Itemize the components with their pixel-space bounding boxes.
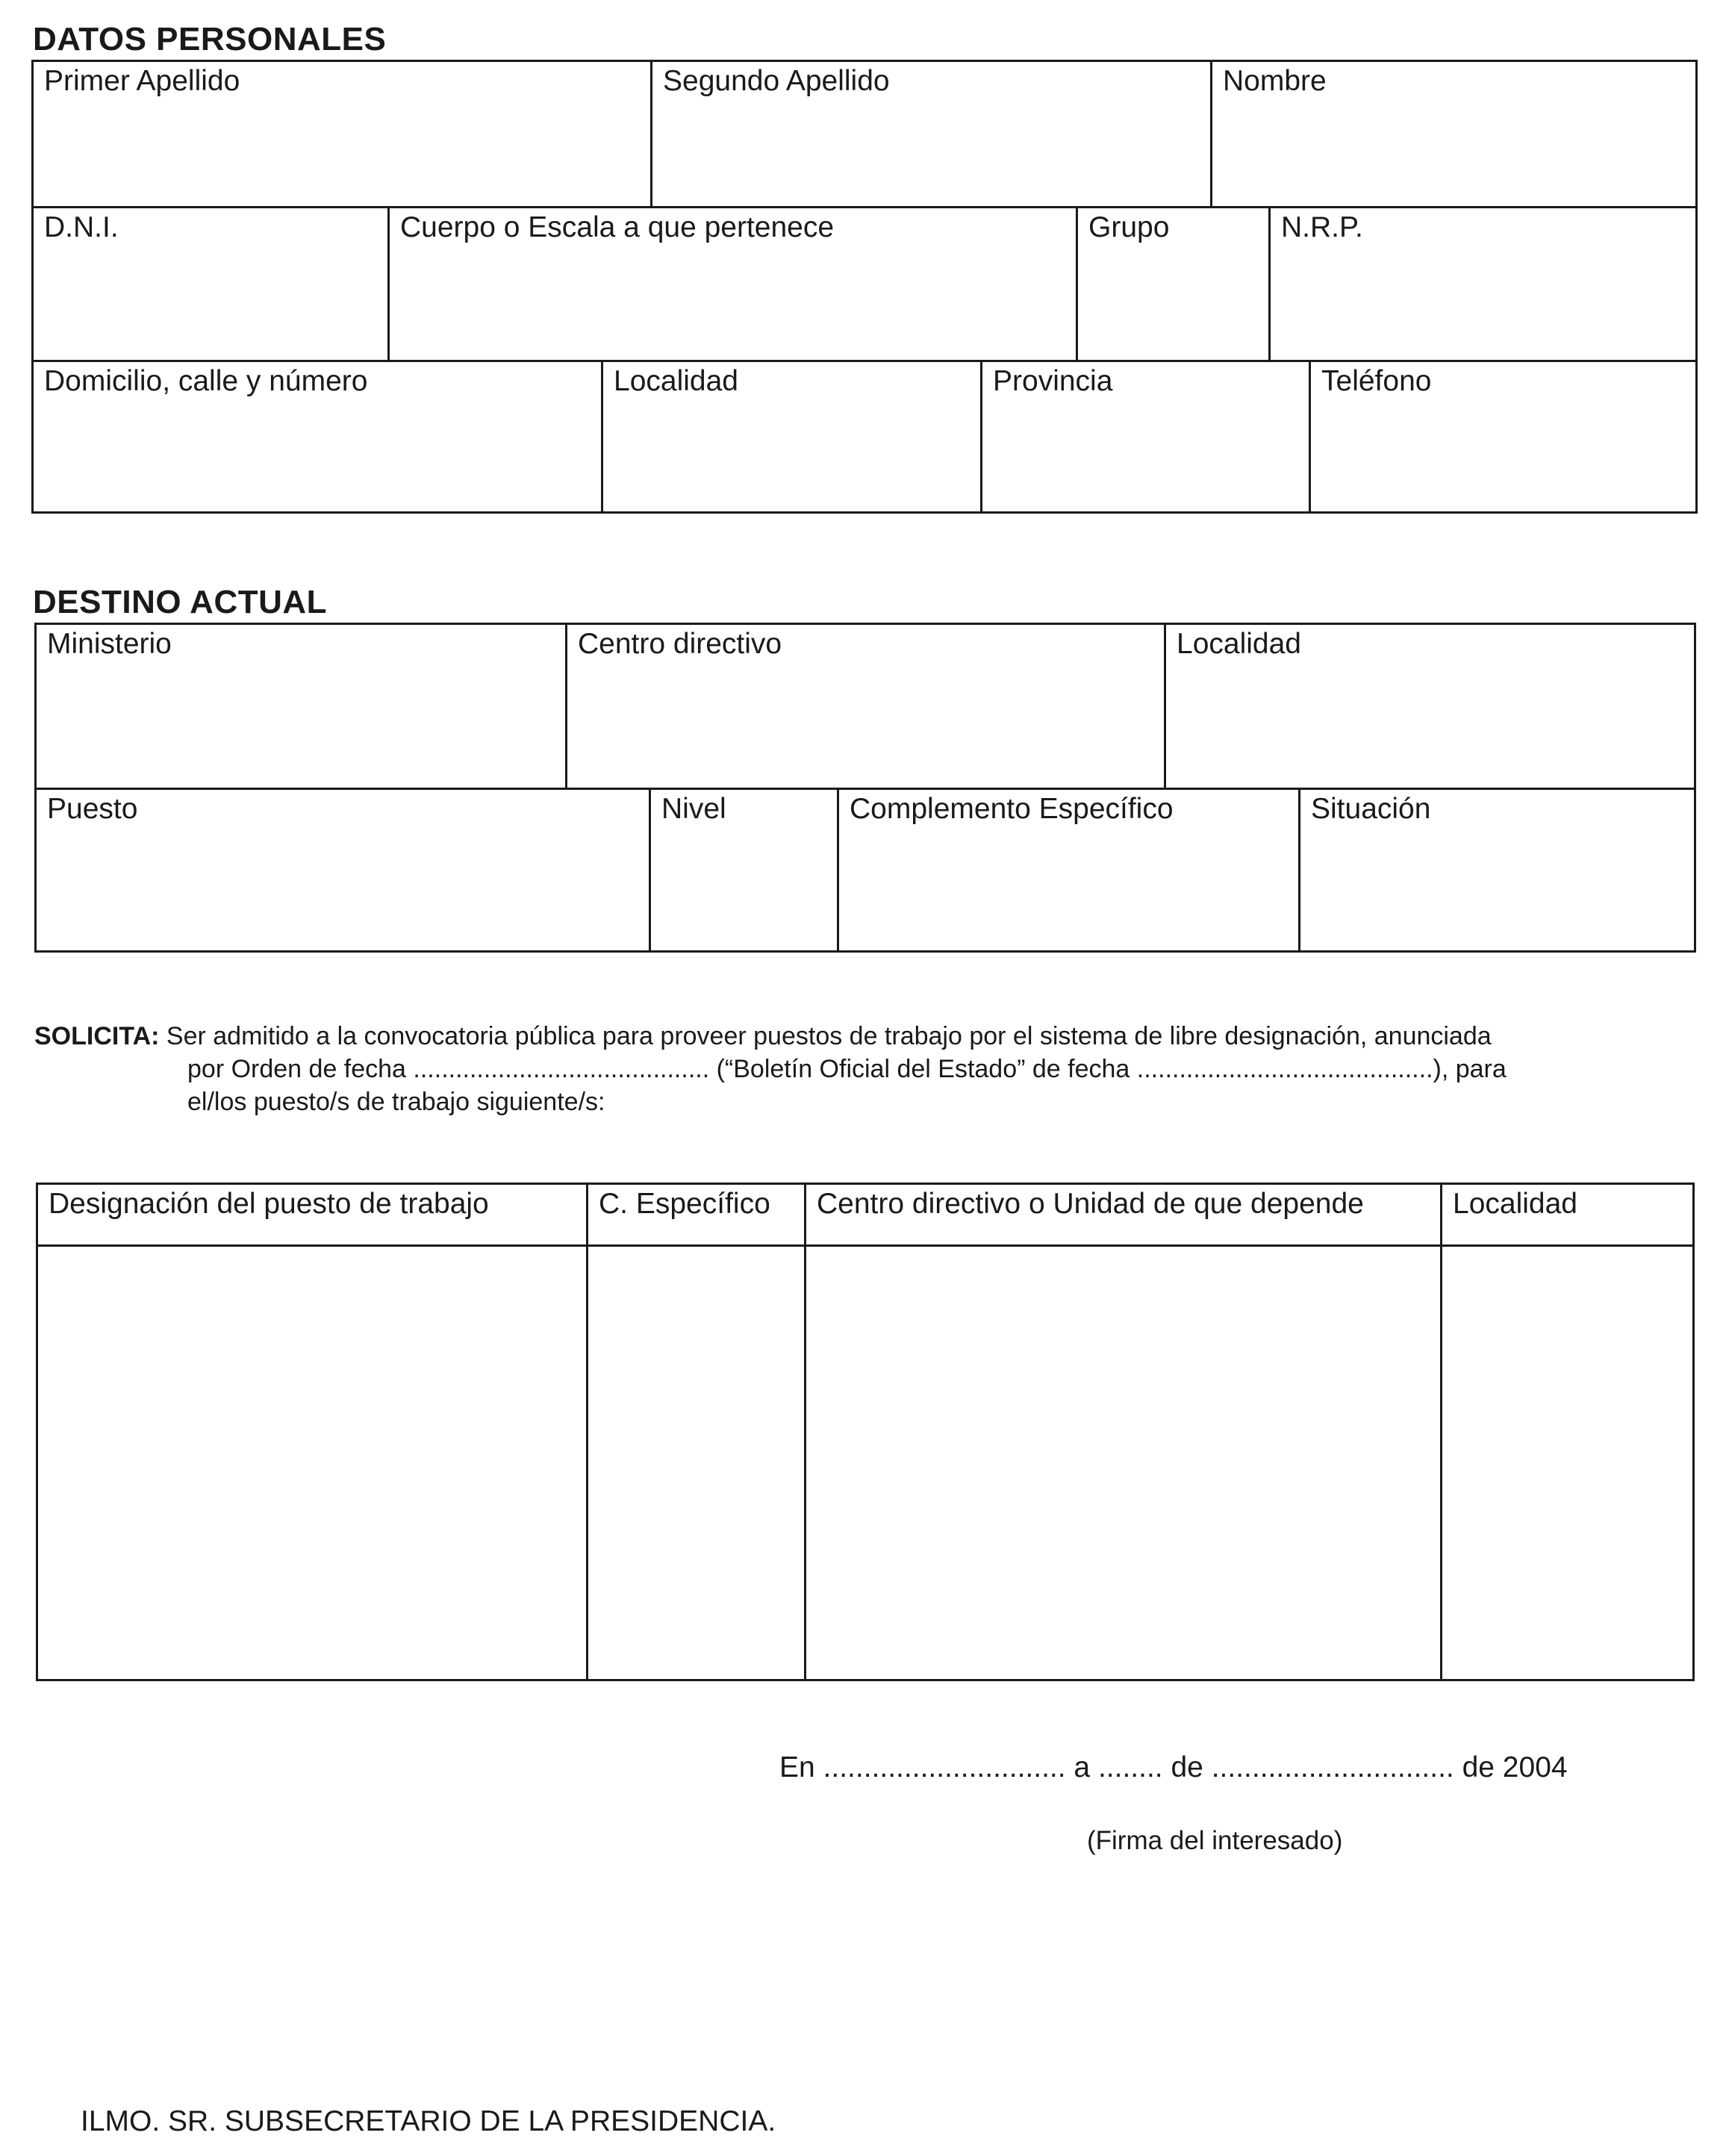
designacion-header-label: Designación del puesto de trabajo [49,1188,489,1220]
datos-personales-grid [31,60,1698,514]
complemento-especifico-label: Complemento Específico [850,793,1174,825]
solicita-line-3: el/los puesto/s de trabajo siguiente/s: [187,1088,605,1116]
primer-apellido-label: Primer Apellido [44,65,240,97]
puestos-table-header [38,1185,1692,1244]
localidad-input-cell[interactable] [1440,1247,1692,1679]
segundo-apellido-label: Segundo Apellido [663,65,890,97]
segundo-apellido-field[interactable] [650,62,1210,206]
telefono-label: Teléfono [1321,365,1432,397]
solicita-line-1: Ser admitido a la convocatoria pública para proveer puestos de trabajo por el sistema de libre designación, anunciada [166,1022,1492,1050]
nombre-label: Nombre [1223,65,1327,97]
solicita-line-2: por Orden de fecha .......................................... (“Boletín Oficial del Estado” de fecha ..........................................), para [187,1055,1507,1083]
designacion-header [38,1185,586,1244]
dni-label: D.N.I. [44,211,119,243]
destino-actual-grid [34,623,1696,953]
centro-unidad-input-cell[interactable] [804,1247,1440,1679]
ministerio-label: Ministerio [47,628,172,660]
provincia-field[interactable] [980,362,1309,511]
nivel-field[interactable] [649,790,837,950]
complemento-especifico-field[interactable] [837,790,1298,950]
solicita-paragraph [34,1020,1632,1118]
destino-localidad-field[interactable] [1164,625,1694,788]
destinatario: ILMO. SR. SUBSECRETARIO DE LA PRESIDENCIA. [81,2105,776,2137]
dni-field[interactable] [34,208,387,362]
puesto-field[interactable] [37,790,649,950]
domicilio-label: Domicilio, calle y número [44,365,368,397]
designacion-input-cell[interactable] [38,1247,586,1679]
provincia-label: Provincia [993,365,1113,397]
puestos-table [36,1183,1695,1681]
situacion-field[interactable] [1298,790,1694,950]
centro-unidad-header [804,1185,1440,1244]
cuerpo-escala-label: Cuerpo o Escala a que pertenece [400,211,835,243]
fecha-line: En .............................. a ........ de .............................. de 2004 [779,1751,1568,1783]
centro-unidad-header-label: Centro directivo o Unidad de que depende [817,1188,1364,1220]
localidad-header [1440,1185,1692,1244]
nrp-field[interactable] [1268,208,1695,362]
primer-apellido-field[interactable] [34,62,650,206]
ministerio-field[interactable] [37,625,565,788]
domicilio-field[interactable] [34,362,601,511]
nivel-label: Nivel [661,793,726,825]
c-especifico-input-cell[interactable] [586,1247,804,1679]
nombre-field[interactable] [1210,62,1695,206]
nrp-label: N.R.P. [1281,211,1363,243]
destino-localidad-label: Localidad [1177,628,1301,660]
telefono-field[interactable] [1309,362,1695,511]
puesto-label: Puesto [47,793,138,825]
centro-directivo-field[interactable] [565,625,1164,788]
localidad-label: Localidad [614,365,738,397]
c-especifico-header-label: C. Específico [599,1188,770,1220]
localidad-field[interactable] [601,362,980,511]
solicita-label: SOLICITA: [34,1022,160,1050]
firma-label: (Firma del interesado) [1087,1826,1343,1855]
destino-actual-title: DESTINO ACTUAL [33,584,328,620]
centro-directivo-label: Centro directivo [578,628,782,660]
datos-personales-title: DATOS PERSONALES [33,21,387,57]
grupo-label: Grupo [1088,211,1170,243]
grupo-field[interactable] [1076,208,1268,362]
c-especifico-header [586,1185,804,1244]
situacion-label: Situación [1311,793,1431,825]
puestos-table-body [38,1244,1692,1679]
localidad-header-label: Localidad [1453,1188,1577,1220]
cuerpo-escala-field[interactable] [387,208,1076,362]
